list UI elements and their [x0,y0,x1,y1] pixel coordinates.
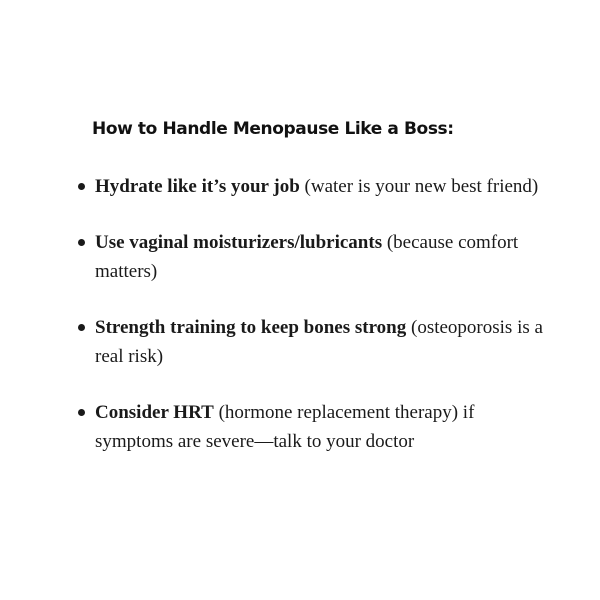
tip-bold-text: Consider HRT [95,402,214,423]
page-title: How to Handle Menopause Like a Boss: [92,119,454,139]
list-item [78,313,548,371]
bullet-icon [78,409,85,416]
tip-text: (water is your new best friend) [299,176,539,197]
list-item [78,228,548,286]
tip-text: (osteoporosis is a real risk) [95,317,543,367]
tip-bold-text: Strength training to keep bones strong [95,317,407,338]
bullet-icon [78,324,85,331]
tip-text: (because comfort matters) [95,232,519,282]
bullet-icon [78,239,85,246]
list-item [78,398,548,456]
list-item [78,172,548,201]
bullet-icon [78,183,85,190]
tip-bold-text: Use vaginal moisturizers/lubricants [95,232,383,253]
tip-bold-text: Hydrate like it’s your job [95,176,300,197]
tips-list [78,172,548,483]
tip-text: (hormone replacement therapy) if symptoms are severe—talk to your doctor [95,402,475,452]
